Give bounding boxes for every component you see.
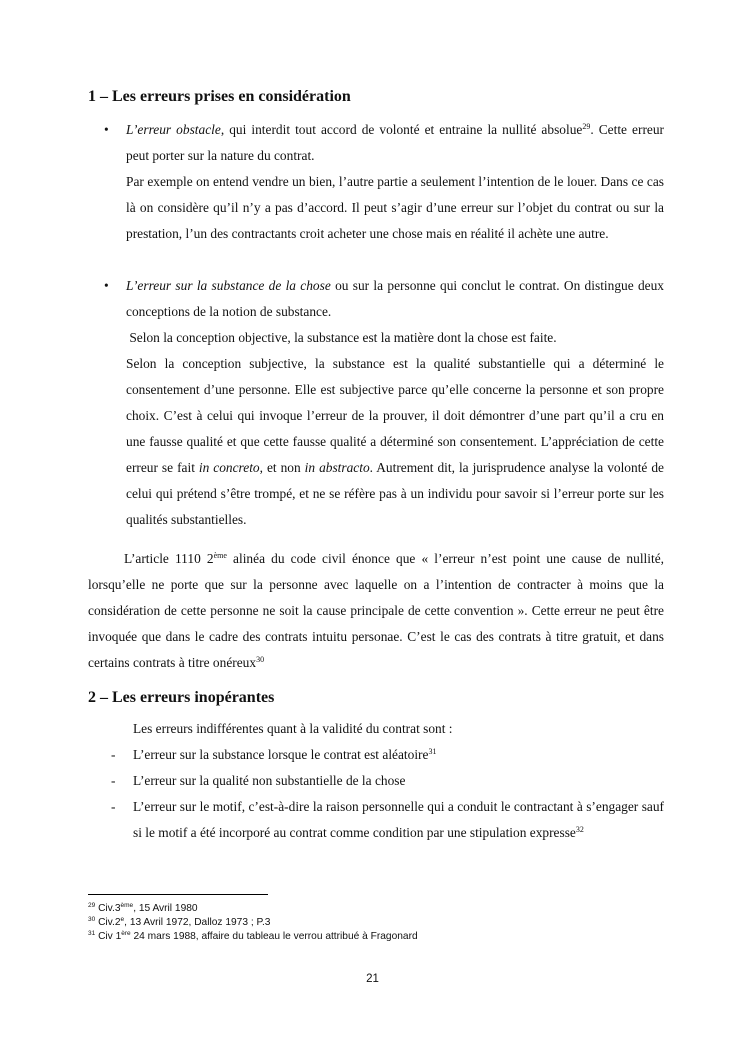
- section2-title: 2 – Les erreurs inopérantes: [88, 689, 275, 706]
- footnote-text-cont: , 15 Avril 1980: [133, 903, 198, 914]
- article-text: L’article 1110 2: [124, 551, 214, 566]
- article-paragraph: [88, 546, 664, 676]
- footnote-sup: ère: [121, 930, 131, 937]
- footnote-ref-32: 32: [575, 825, 584, 834]
- dash-marker: -: [111, 747, 116, 762]
- dash-marker: -: [111, 773, 116, 788]
- bullet2-subjective: [126, 351, 664, 533]
- footnote-text: Civ.2: [95, 917, 121, 928]
- footnote-number: 31: [88, 930, 96, 937]
- article-sup: ème: [213, 551, 227, 560]
- footnote-sup: ème: [120, 902, 134, 909]
- footnote-30: [88, 916, 270, 930]
- inoperative-item: [133, 742, 664, 768]
- bullet2-paragraph: [126, 273, 664, 325]
- bullet-marker: •: [104, 278, 109, 293]
- bullet2-term: L’erreur sur la substance de la chose: [126, 278, 331, 293]
- subjective-text-mid: , et non: [259, 460, 305, 475]
- footnote-text: Civ 1: [95, 931, 122, 942]
- bullet1-term: L’erreur obstacle: [126, 122, 221, 137]
- footnote-ref-29: 29: [582, 122, 591, 131]
- footnote-ref-30: 30: [256, 655, 265, 664]
- footnote-29: [88, 902, 198, 916]
- inoperative-item: [133, 794, 664, 846]
- footnote-text-cont: , 13 Avril 1972, Dalloz 1973 ; P.3: [124, 917, 271, 928]
- footnote-ref-31: 31: [428, 747, 437, 756]
- bullet1-text-cont: . Cette erreur peut porter sur la nature du contrat.: [126, 122, 665, 163]
- item-text: L’erreur sur le motif, c’est-à-dire la raison personnelle qui a conduit le contractant à s’engager sauf si le motif a été incorporé au contrat comme condition par une stipulation expresse: [133, 799, 664, 840]
- inoperative-item: [133, 768, 664, 794]
- footnote-number: 30: [88, 916, 96, 923]
- bullet1-paragraph: [126, 117, 664, 169]
- footnote-sup: e: [120, 916, 125, 923]
- item-text: L’erreur sur la qualité non substantielle de la chose: [133, 773, 406, 788]
- bullet2-objective: Selon la conception objective, la substance est la matière dont la chose est faite.: [126, 330, 557, 345]
- subjective-text-end: . Autrement dit, la jurisprudence analyse la volonté de celui qui prétend s’être trompé, et ne se réfère pas à un individu pour savoir si l’erreur porte sur les qualités substantielles.: [126, 460, 664, 527]
- footnote-text-cont: 24 mars 1988, affaire du tableau le verrou attribué à Fragonard: [130, 931, 418, 942]
- in-abstracto: in abstracto: [304, 460, 370, 475]
- dash-marker: -: [111, 799, 116, 814]
- in-concreto: in concreto: [198, 460, 260, 475]
- article-text-cont: alinéa du code civil énonce que « l’erreur n’est point une cause de nullité, lorsqu’elle ne porte que sur la personne avec laquelle on a l’intention de contracter à moins que la considération de cette personne ne soit la cause principale de cette convention ». Cette erreur ne peut être invoquée que dans le cadre des contrats intuitu personae. C’est le cas des contrats à titre gratuit, et dans certains contrats à titre onéreux: [88, 551, 664, 670]
- footnote-number: 29: [88, 902, 96, 909]
- subjective-text: Selon la conception subjective, la substance est la qualité substantielle qui a déterminé le consentement d’une personne. Elle est subjective parce qu’elle concerne la personne et son propre choix. C’est à celui qui invoque l’erreur de la prouver, il doit démontrer d’une part qu’il a cru en une fausse qualité et que cette fausse qualité a déterminé son consentement. L’appréciation de cette erreur se fait: [126, 356, 664, 475]
- footnote-text: Civ.3: [95, 903, 121, 914]
- bullet2-text: ou sur la personne qui conclut le contrat. On distingue deux conceptions de la notion de substance.: [126, 278, 664, 319]
- footnote-31: [88, 930, 418, 944]
- footnote-divider: [88, 894, 268, 895]
- section1-title: 1 – Les erreurs prises en considération: [88, 88, 351, 105]
- page-number: 21: [366, 973, 379, 985]
- bullet-marker: •: [104, 122, 109, 137]
- item-text: L’erreur sur la substance lorsque le contrat est aléatoire: [133, 747, 429, 762]
- bullet1-text: , qui interdit tout accord de volonté et entraine la nullité absolue: [220, 122, 583, 137]
- bullet1-example: Par exemple on entend vendre un bien, l’autre partie a seulement l’intention de le louer. Dans ce cas là on considère qu’il n’y a pas d’accord. Il peut s’agir d’une erreur sur l’objet du contrat ou sur la prestation, l’un des contractants croit acheter une chose mais en réalité il achète une autre.: [126, 174, 664, 241]
- section2-intro: Les erreurs indifférentes quant à la validité du contrat sont :: [133, 721, 453, 736]
